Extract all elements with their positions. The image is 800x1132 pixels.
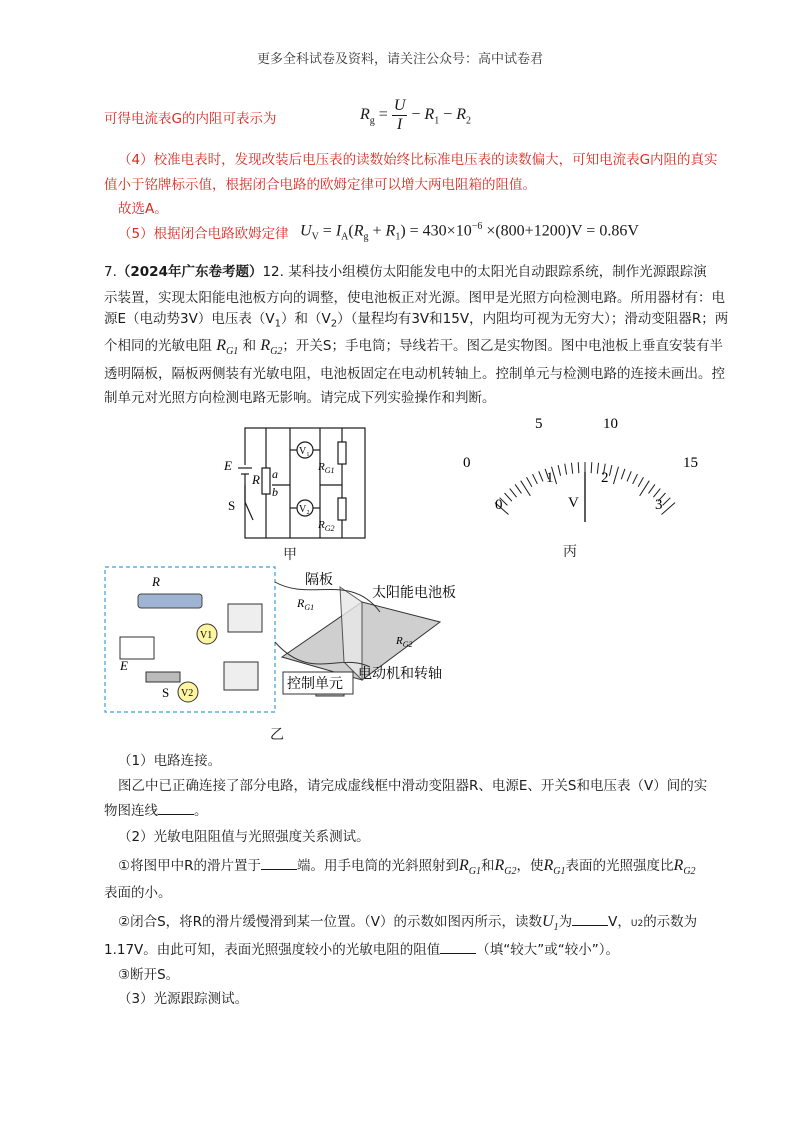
- svg-text:V1: V1: [200, 630, 213, 641]
- circuit-diagram-jia: [220, 420, 370, 545]
- scale-tick: [649, 484, 655, 493]
- part2-step1-end: 表面的小。: [104, 885, 172, 901]
- question-line3: 源E（电动势3V）电压表$(V_1)$和$(V_2)$（量程均有3V和15V，内阻均可视为无穷大）；滑动变阻器R；两: [104, 311, 729, 330]
- scale-tick: [571, 463, 572, 474]
- item4-line2: 值小于铭牌标示值，根据闭合电路的欧姆定律可以增大两电阻箱的阻值。: [104, 177, 536, 193]
- part1-title: （1）电路连接。: [118, 753, 222, 769]
- scale-tick: [527, 477, 532, 487]
- question-line1: 7.（2024年广东卷考题）12. 某科技小组模仿太阳能发电中的太阳光自动跟踪系统，制作光源跟踪演: [104, 264, 707, 280]
- physical-setup-yi: [100, 562, 480, 717]
- part2-step1: ①将图甲中R的滑片置于 端。用手电筒的光斜照射到$R_{G1}$和$R_{G2}$，使$R_{G1}$表面的光照强度比$R_{G2}$: [118, 857, 696, 878]
- scale-tick: [565, 464, 567, 475]
- item4-line1: （4）校准电表时，发现改装后电压表的读数始终比标准电压表的读数偏大，可知电流表G内阻的真实: [118, 152, 718, 168]
- svg-text:a: a: [272, 467, 278, 481]
- scale-tick: [621, 469, 625, 479]
- scale-tick: [597, 463, 598, 474]
- question-line4: 个相同的光敏电阻 $R_{G1}$ 和 $R_{G2}$；开关S；手电筒；导线若干。图乙是实物图。图中电池板上垂直安装有半: [104, 337, 723, 358]
- svg-text:V₂: V₂: [299, 504, 310, 515]
- part2-step2-line2: 1.17V。由此可知，表面光照强度较小的光敏电阻的阻值 （填“较大”或“较小”）。: [104, 942, 620, 958]
- svg-text:R: R: [152, 574, 160, 589]
- scale-tick: [627, 471, 631, 481]
- answer-blank[interactable]: [158, 802, 194, 815]
- part2-step2: ②闭合S，将R的滑片缓慢滑到某一位置。（V）的示数如图丙所示，读数$U_1$为 V，U2的示数为: [118, 913, 698, 934]
- scale-tick: [613, 467, 618, 484]
- svg-text:RG2: $R_{G2}$: [396, 635, 413, 649]
- part1-line1: 图乙中已正确连接了部分电路，请完成虚线框中滑动变阻器R、电源E、开关S和电压表（V）间的实: [118, 778, 708, 794]
- scale-tick: [558, 465, 560, 476]
- svg-text:E: E: [120, 658, 128, 673]
- choose-answer: 故选A。: [118, 201, 168, 217]
- part2-step3: ③断开S。: [118, 967, 180, 983]
- scale-tick: [663, 498, 671, 506]
- item5-formula: $U_V = I_A(R_g + R_1) = 430\times 10^{-6} \times(800+1200)V = 0.86V$: [300, 221, 639, 243]
- scale-tick: [515, 484, 521, 493]
- scale-tick: [638, 477, 643, 487]
- voltmeter-scale-bing: [455, 412, 715, 537]
- svg-text:V2: V2: [181, 688, 194, 699]
- answer-blank[interactable]: [440, 941, 476, 954]
- scale-tick: [609, 465, 611, 476]
- part3-title: （3）光源跟踪测试。: [118, 991, 249, 1007]
- label-solar-panel: 太阳能电池板: [372, 586, 456, 601]
- scale-tick: [533, 474, 538, 484]
- meter-bottom-3: 3: [655, 497, 663, 513]
- answer-blank[interactable]: [261, 857, 297, 870]
- scale-tick: [591, 462, 592, 473]
- caption-yi: 乙: [270, 728, 284, 743]
- label-partition: 隔板: [305, 573, 333, 588]
- meter-bottom-2: 2: [601, 470, 609, 486]
- meter-top-0: 0: [463, 455, 471, 471]
- meter-top-5: 5: [535, 416, 543, 432]
- item5-intro: （5）根据闭合电路欧姆定律: [118, 226, 289, 242]
- label-motor: 电动机和转轴: [358, 667, 442, 682]
- svg-text:R: R: [252, 472, 260, 487]
- meter-bottom-0: 0: [495, 497, 503, 513]
- svg-text:RG1: $R_{G1}$: [318, 461, 335, 475]
- label-control: 控制单元: [287, 677, 343, 692]
- caption-bing: 丙: [563, 545, 577, 560]
- svg-text:E: E: [224, 458, 232, 473]
- page-header: 更多全科试卷及资料，请关注公众号：高中试卷君: [256, 52, 543, 67]
- scale-tick: [640, 481, 650, 496]
- svg-text:RG1: $R_{G1}$: [297, 596, 315, 612]
- answer-blank[interactable]: [572, 913, 608, 926]
- svg-text:S: S: [228, 498, 236, 513]
- caption-jia: 甲: [283, 548, 297, 563]
- rg-formula: $R_g$ = $\frac{U}{I}$ − $R_1 - R_2$: [360, 97, 471, 133]
- svg-text:S: S: [162, 685, 170, 700]
- scale-tick: [521, 481, 531, 496]
- scale-tick: [510, 489, 517, 498]
- meter-top-15: 15: [683, 455, 698, 471]
- part1-line2: 物图连线 。: [104, 803, 208, 819]
- question-line2: 示装置，实现太阳能电池板方向的调整，使电池板正对光源。图甲是光照方向检测电路。所用器材有：电: [104, 290, 725, 306]
- meter-unit: V: [568, 495, 579, 511]
- svg-text:V₁: V₁: [299, 446, 310, 457]
- question-line5: 透明隔板，隔板两侧装有光敏电阻，电池板固定在电动机转轴上。控制单元与检测电路的连接未画出。控: [104, 366, 725, 382]
- scale-tick: [633, 474, 638, 484]
- meter-top-10: 10: [603, 416, 618, 432]
- scale-tick: [653, 489, 660, 498]
- scale-tick: [578, 462, 579, 473]
- svg-text:b: b: [272, 485, 278, 499]
- meter-bottom-1: 1: [546, 470, 554, 486]
- part2-title: （2）光敏电阻阻值与光照强度关系测试。: [118, 829, 370, 845]
- question-line6: 制单元对光照方向检测电路无影响。请完成下列实验操作和判断。: [104, 390, 496, 406]
- svg-text:RG2: $R_{G2}$: [318, 519, 335, 533]
- scale-tick: [539, 471, 543, 481]
- scale-tick: [505, 493, 512, 501]
- rg-intro: 可得电流表G的内阻可表示为: [104, 111, 277, 127]
